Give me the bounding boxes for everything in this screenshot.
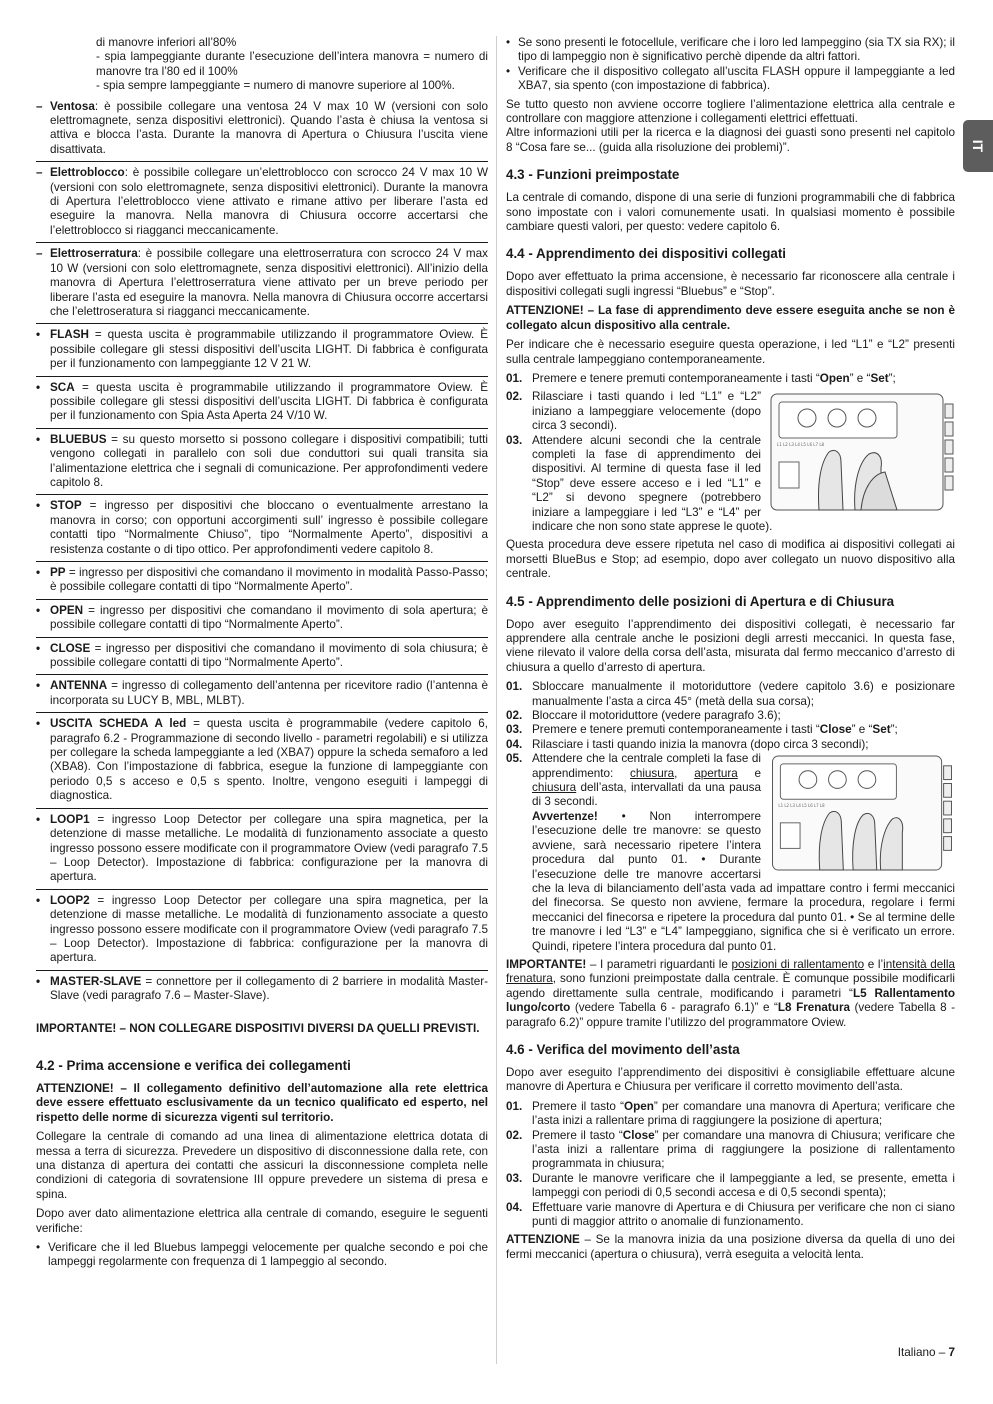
definition-text: = ingresso Loop Detector per collegare una spira magnetica, per la detenzione di masse metalliche. Le modalità di funzionamento associate a questo ingresso possono essere modificate con il programmatore Oview (vedi paragrafo 7.5 – Loop Detector). Impostazione di fabbrica: configurazione per la manovra di apertura. [50, 893, 488, 965]
underlined-term: chiusura [532, 781, 577, 795]
definition-text: = ingresso per dispositivi che comandano il movimento di sola apertura; è possibile collegare contatti di tipo “Normalmente Aperto”. [50, 603, 488, 632]
definition-text: = questa uscita è programmabile (vedere capitolo 6, paragrafo 6.2 - Programmazione di secondo livello - parametri regolabili) e si utilizza per collegare la scheda lampeggiante a led (XBA7) oppure la scheda semaforo a led (XBA8). Con l’impostazione di fabbrica, esegue la funzione di lampeggiante con periodo 0,5 s acceso e 0,5 s spento. Inoltre, vengono eseguiti i lampeggi di diagnostica. [50, 717, 488, 803]
definition-item [36, 494, 488, 561]
important-label: IMPORTANTE! [506, 957, 587, 971]
warning-label: Avvertenze! [532, 809, 598, 823]
definition-item [36, 712, 488, 807]
step-number: 05. [506, 752, 523, 766]
definition-term: MASTER-SLAVE [50, 974, 142, 988]
step-item [506, 372, 955, 386]
definition-term: CLOSE [50, 641, 91, 655]
definition-text: = ingresso per dispositivi che bloccano o eventualmente arrestano la manovra in corso; con opportuni accorgimenti sull’ ingresso è possibile collegare contatti tipo “Normalmente Chiuso”, tipo “Normalmente Aperto”, dispositivi a resistenza costante o di tipo ottico. Per approfondimenti vedere capitolo 8. [50, 499, 488, 556]
step-text: • Non interrompere l’esecuzione delle tre manovre: se questo avviene, sarà necessario ripetere l’intera procedura dal punto 01. • Durante l’esecuzione delle tre manovre accertarsi che la leva di bilanciamento dell’asta vada ad impattare contro i fermi meccanici del finecorsa. Se questo non avviene, fermare la procedura, regolare i fermi meccanici del finecorsa e ripetere la procedura dal punto 01. • Se al termine delle tre manovre i led “L3” e “L4” lampeggiano, significa che si è verificato un errore. Quindi, ripetere l’intera procedura dal punto 01. [532, 809, 955, 953]
list-item-text: Verificare che il dispositivo collegato all’uscita FLASH oppure il lampeggiante a led XBA7, sia spento (con impostazione di fabbrica). [518, 64, 955, 93]
list-marker: – [36, 247, 43, 261]
step-item [506, 1201, 955, 1230]
page-footer [898, 1346, 955, 1359]
definition-term: USCITA SCHEDA A led [50, 717, 187, 731]
parameter-name: L8 Frenatura [777, 1001, 850, 1015]
section-4-6-title: 4.6 - Verifica del movimento dell’asta [506, 1041, 740, 1057]
section-4-4-title: 4.4 - Apprendimento dei dispositivi collegati [506, 246, 787, 262]
definition-text: = ingresso Loop Detector per collegare una spira magnetica, per la detenzione di masse metalliche. Le modalità di funzionamento associate a questo ingresso possono essere modificate con il programmatore Oview (vedi paragrafo 7.5 – Loop Detector). Impostazione di fabbrica: configurazione per la manovra di apertura. [50, 812, 488, 884]
list-marker: • [36, 432, 41, 446]
step-number: 03. [506, 433, 523, 447]
section-4-2-warning: ATTENZIONE! – Il collegamento definitivo dell’automazione alla rete elettrica deve essere effettuato esclusivamente da un tecnico qualificato ed esperto, nel rispetto delle norme di sicurezza vigenti sul territorio. [36, 1081, 488, 1124]
step-item [506, 1172, 955, 1201]
page-number: 7 [948, 1346, 955, 1359]
key-name: Close [819, 723, 852, 737]
list-item [506, 65, 955, 94]
key-name: Set [870, 371, 889, 385]
text: – Se la manovra inizia da una posizione diversa da quella di uno dei fermi meccanici (apertura o chiusura), verrà eseguita a velocità lenta. [506, 1233, 955, 1261]
step-item [506, 1100, 955, 1129]
verification-list [36, 1241, 488, 1270]
list-marker: • [36, 893, 41, 907]
movement-steps-list [506, 1100, 955, 1230]
list-marker: • [36, 974, 41, 988]
step-number: 02. [506, 709, 523, 723]
step-number: 01. [506, 1099, 523, 1113]
definition-item [36, 889, 488, 970]
intro-line: - spia lampeggiante durante l’esecuzione dell’intera manovra = numero di manovre tra l’80 ed il 100% [96, 50, 488, 78]
column-divider [496, 36, 497, 1364]
definition-term: BLUEBUS [50, 432, 107, 446]
step-text: ” e “ [851, 723, 873, 737]
section-4-2-paragraph: Dopo aver dato alimentazione elettrica alla centrale di comando, eseguire le seguenti verifiche: [36, 1207, 488, 1235]
list-marker: • [36, 566, 41, 579]
list-marker: • [36, 641, 41, 655]
step-text: e [737, 766, 761, 780]
definition-term: LOOP2 [50, 893, 90, 907]
definition-item [36, 674, 488, 712]
definition-text: : è possibile collegare una elettroserratura con scrocco 24 V max 10 W (versioni con solo elettromagnete, senza dispositivi elettronici). All’inizio della manovra di Apertura l’elettroserratura viene attivato per un breve periodo per liberare l’asta ed eseguire la manovra. Nella manovra di Chiusura occorre accertarsi che l’elettroseratura si riagganci meccanicamente. [50, 247, 488, 318]
step-text: Attendere alcuni secondi che la centrale completi la fase di apprendimento dei dispositivi. Al termine di questa fase il led “Stop” deve essere acceso e i led “L1” e “L2” si devono spegnere (potrebbero iniziare a lampeggiare i led “L3” e “L4” per indicare che non sono state apprese le quote). [532, 433, 773, 533]
definition-text: : è possibile collegare un’elettroblocco con scrocco 24 V max 10 W (versioni con solo elettromagnete, senza dispositivi elettronici). Durante la manovra di Apertura l’elettroblocco viene attivato e rimane attivo per liberare l’asta ed eseguire la manovra. Nella manovra di Chiusura occorre accertarsi che l’elettroblocco si riagganci meccanicamente. [50, 166, 488, 237]
step-text: ” per comandare una manovra di Apertura; verificare che l’asta inizi a rallentare prima di raggiungere la posizione di apertura; [532, 1099, 955, 1128]
step-text: Durante le manovre verificare che il lampeggiante a led, se presente, emetta i lampeggi con periodi di 0,5 secondi accesa e di 0,5 secondi spenta); [532, 1171, 955, 1200]
step-text: ”; [888, 371, 896, 385]
section-4-6-paragraph: Dopo aver eseguito l’apprendimento dei dispositivi è consigliabile effettuare alcune manovre di Apertura e Chiusura per verificare il corretto movimento dell’asta. [506, 1065, 955, 1094]
important-note: IMPORTANTE! – NON COLLEGARE DISPOSITIVI DIVERSI DA QUELLI PREVISTI. [36, 1021, 480, 1035]
definition-term: Elettroserratura [50, 247, 138, 261]
language-tab-label: IT [970, 139, 986, 153]
text: – I parametri riguardanti le [586, 957, 732, 971]
step-text: Premere e tenere premuti contemporaneamente i tasti “ [532, 371, 820, 385]
list-marker: • [36, 328, 41, 342]
definition-text: = connettore per il collegamento di 2 barriere in modalità Master-Slave (vedi paragrafo 7.6 – Master-Slave). [50, 974, 488, 1003]
step-item [506, 1129, 955, 1172]
definition-text: = ingresso per dispositivi che comandano il movimento di sola chiusura; è possibile collegare contatti di tipo “Normalmente Aperto”. [50, 641, 488, 670]
step-number: 02. [506, 1128, 523, 1142]
definition-item [36, 161, 488, 242]
definition-item [36, 970, 488, 1008]
step-text: Bloccare il motoriduttore (vedere paragrafo 3.6); [532, 709, 781, 723]
verification-list-continued [506, 36, 955, 94]
section-4-5-paragraph: Dopo aver eseguito l’apprendimento dei dispositivi collegati, è necessario far apprendere alla centrale anche le posizioni degli arresti meccanici. In questa fase, viene rilevato il valore della corsa dell’asta, misurata dal fermo meccanico d’arresto di chiusura a quello d’arresto di apertura. [506, 617, 955, 674]
section-4-4-warning: ATTENZIONE! – La fase di apprendimento deve essere eseguita anche se non è collegato alcun dispositivo alla centrale. [506, 304, 955, 332]
bullet-icon: • [506, 64, 511, 78]
step-text: Sbloccare manualmente il motoriduttore (vedere capitolo 3.6) e posizionare manualmente l’asta a circa 45° (metà della sua corsa); [532, 680, 955, 708]
step-text: ” e “ [849, 371, 871, 385]
learning-steps-list [506, 390, 955, 534]
section-4-4-paragraph: Dopo aver effettuato la prima accensione, è necessario far riconoscere alla centrale i dispositivi collegati sugli ingressi “Bluebus” e “Stop”. [506, 270, 955, 298]
left-column [36, 36, 488, 1274]
text: (vedere Tabella 6 - paragrafo 6.1)” e “ [570, 1001, 778, 1015]
definition-term: SCA [50, 380, 75, 394]
section-4-5-important [506, 958, 955, 1030]
list-marker: • [36, 679, 41, 693]
section-4-3-paragraph: La centrale di comando, dispone di una serie di funzioni programmabili che di fabbrica sono impostate con i valori comunemente usati. In qualsiasi momento è possibile cambiare questi valori, per questo: vedere capitolo 6. [506, 191, 955, 234]
parameter-name: L5 Rallentamento lungo/corto [506, 986, 955, 1015]
svg-text:L1 L2 L3 L4 L5 L6 L7 L8: L1 L2 L3 L4 L5 L6 L7 L8 [777, 442, 825, 448]
section-4-2-paragraph: Collegare la centrale di comando ad una linea di alimentazione elettrica dotata di messa a terra di sicurezza. Prevedere un dispositivo di disconnessione dalla rete, con una distanza di apertura dei contatti che assicuri la disconnessione completa nelle condizioni di categoria di sovratensione III oppure prevedere un sistema di presa e spina. [36, 1130, 488, 1201]
step-text: ”; [890, 723, 898, 737]
list-marker: – [36, 99, 43, 113]
language-tab [963, 120, 993, 172]
definition-item [36, 561, 488, 599]
section-4-6-attention [506, 1233, 955, 1262]
control-unit-buttons-illustration [769, 754, 955, 872]
attention-label: ATTENZIONE [506, 1233, 580, 1247]
step-number: 01. [506, 680, 523, 694]
key-name: Set [872, 723, 891, 737]
step-item [506, 709, 955, 723]
step-number: 03. [506, 723, 523, 737]
definition-term: LOOP1 [50, 812, 90, 826]
positions-steps-list [506, 680, 955, 954]
step-item [506, 723, 955, 737]
definition-item [36, 100, 488, 162]
step-text: Premere il tasto “ [532, 1128, 623, 1142]
list-item-text: Se sono presenti le fotocellule, verificare che i loro led lampeggino (sia TX sia RX); il tipo di lampeggio non è significativo perchè dipende da altri fattori. [518, 36, 955, 64]
list-marker: • [36, 603, 41, 617]
footer-language: Italiano [897, 1346, 936, 1359]
intro-block [36, 36, 488, 94]
list-marker: – [36, 166, 43, 180]
list-item-text: Verificare che il led Bluebus lampeggi velocemente per qualche secondo e poi che lampeggi regolarmente con frequenza di 1 lampeggio al secondo. [48, 1241, 488, 1269]
step-item [506, 738, 955, 752]
definition-item [36, 242, 488, 323]
intro-line: di manovre inferiori all’80% [96, 36, 237, 49]
list-marker: • [36, 717, 41, 731]
underlined-term: apertura [694, 766, 738, 780]
step-text: dell’asta, intervallati da una pausa di 3 secondi. [532, 781, 761, 809]
list-item [36, 1241, 488, 1270]
list-marker: • [36, 812, 41, 826]
definition-text: = questa uscita è programmabile utilizzando il programmatore Oview. È possibile collegare gli stessi dispositivi dell’uscita LIGHT. Di fabbrica è configurata per il funzionamento con Spia Asta Aperta 24 V/10 W. [50, 380, 488, 423]
definition-term: Elettroblocco [50, 166, 125, 180]
key-name: Open [624, 1099, 654, 1113]
underlined-term: posizioni di rallentamento [731, 957, 865, 971]
text: (vedere Tabella 8 - paragrafo 6.2)” oppure tramite l’utilizzo del programmatore Oview. [506, 1001, 956, 1029]
list-item [506, 36, 955, 65]
learning-steps-list [506, 372, 955, 386]
step-text: , [674, 766, 695, 780]
terminal-definitions-list [36, 100, 488, 1008]
definition-item [36, 808, 488, 889]
paragraph: Altre informazioni utili per la ricerca e la diagnosi dei guasti sono presenti nel capitolo 8 “Cosa fare se... (guida alla risoluzione dei problemi)”. [506, 126, 955, 154]
footer-separator: – [935, 1346, 949, 1359]
definition-text: = ingresso di collegamento dell’antenna per ricevitore radio (l’antenna è incorporata su LUCY B, MBL, MLBT). [50, 679, 488, 707]
step-number: 04. [506, 737, 523, 751]
step-text: ” per comandare una manovra di Chiusura; verificare che l’asta inizi a rallentare prima di raggiungere la posizione di rallentamento programmata in chiusura; [532, 1128, 956, 1171]
section-4-3-title: 4.3 - Funzioni preimpostate [506, 167, 680, 183]
definition-term: ANTENNA [50, 679, 108, 693]
intro-line: - spia sempre lampeggiante = numero di manovre superiore al 100%. [96, 79, 455, 93]
definition-term: Ventosa [50, 99, 95, 113]
list-marker: • [36, 380, 41, 394]
step-number: 01. [506, 371, 523, 385]
bullet-icon: • [506, 36, 511, 49]
section-4-4-paragraph: Questa procedura deve essere ripetuta nel caso di modifica ai dispositivi collegati ai morsetti BlueBus e Stop; ad esempio, dopo aver collegato un nuovo dispositivo alla centrale. [506, 538, 955, 581]
steps-with-figure [506, 390, 955, 538]
step-number: 03. [506, 1171, 523, 1185]
step-item [506, 680, 955, 709]
text: e l’ [864, 957, 884, 971]
step-item [506, 434, 955, 535]
step-item [506, 390, 955, 433]
text: , sono funzioni preimpostate dalla centrale. È comunque possibile modificarli agendo direttamente sulla centrale, modificando i parametri “ [506, 972, 955, 1000]
right-column [506, 36, 955, 1267]
step-text: Rilasciare i tasti quando i led “L1” e “L2” iniziano a lampeggiare velocemente (dopo circa 3 secondi). [532, 390, 761, 433]
definition-text: : è possibile collegare una ventosa 24 V max 10 W (versioni con solo elettromagnete, senza dispositivi elettronici). Quando l’asta è chiusa la ventosa si attiva e blocca l’asta. Durante la manovra di Apertura o Chiusura l’uscita viene disattivata. [50, 99, 488, 156]
paragraph: Se tutto questo non avviene occorre togliere l’alimentazione elettrica alla centrale e controllare con maggiore attenzione i collegamenti elettrici effettuati. [506, 97, 955, 126]
definition-term: STOP [50, 499, 82, 513]
step-number: 02. [506, 390, 523, 404]
definition-item [36, 637, 488, 675]
section-4-2-title: 4.2 - Prima accensione e verifica dei collegamenti [36, 1057, 351, 1073]
step-text: Attendere che la centrale completi la fase di apprendimento: [532, 752, 761, 780]
step-text: Premere il tasto “ [532, 1099, 625, 1113]
bullet-icon: • [36, 1241, 41, 1255]
definition-item [36, 323, 488, 375]
section-4-4-paragraph: Per indicare che è necessario eseguire questa operazione, i led “L1” e “L2” presenti sulla centrale lampeggiano contemporaneamente. [506, 338, 955, 366]
svg-text:L1 L2 L3 L4 L5 L6 L7 L8: L1 L2 L3 L4 L5 L6 L7 L8 [778, 803, 825, 809]
definition-item [36, 599, 488, 637]
step-text: Effettuare varie manovre di Apertura e di Chiusura per verificare che non ci siano punti di maggior attrito o anomalie di funzionamento. [532, 1200, 955, 1229]
definition-term: PP [50, 566, 66, 579]
definition-term: FLASH [50, 328, 89, 342]
definition-term: OPEN [50, 603, 84, 617]
step-number: 04. [506, 1200, 523, 1214]
section-4-5-title: 4.5 - Apprendimento delle posizioni di Apertura e di Chiusura [506, 593, 895, 609]
key-name: Close [622, 1128, 655, 1142]
key-name: Open [819, 371, 850, 385]
definition-text: = su questo morsetto si possono collegare i dispositivi compatibili; tutti vengono collegati in parallelo con soli due conduttori sui quali transita sia l’alimentazione elettrica che i segnali di comunicazione. Per approfondimenti vedere capitolo 8. [50, 432, 488, 489]
step-text: Premere e tenere premuti contemporaneamente i tasti “ [532, 723, 820, 737]
list-marker: • [36, 499, 41, 513]
definition-text: = ingresso per dispositivi che comandano il movimento in modalità Passo-Passo; è possibile collegare contatti di tipo “Normalmente Aperto”. [50, 566, 488, 594]
underlined-term: intensità della frenatura [506, 957, 955, 986]
definition-text: = questa uscita è programmabile utilizzando il programmatore Oview. È possibile collegare gli stessi dispositivi dell’uscita LIGHT. Di fabbrica è configurata per il funzionamento con lampeggiante 12 V 21 W. [50, 328, 488, 371]
step-item [506, 752, 955, 954]
definition-item [36, 428, 488, 495]
definition-item [36, 376, 488, 428]
underlined-term: chiusura [629, 766, 675, 780]
step-text: Rilasciare i tasti quando inizia la manovra (dopo circa 3 secondi); [532, 737, 869, 751]
